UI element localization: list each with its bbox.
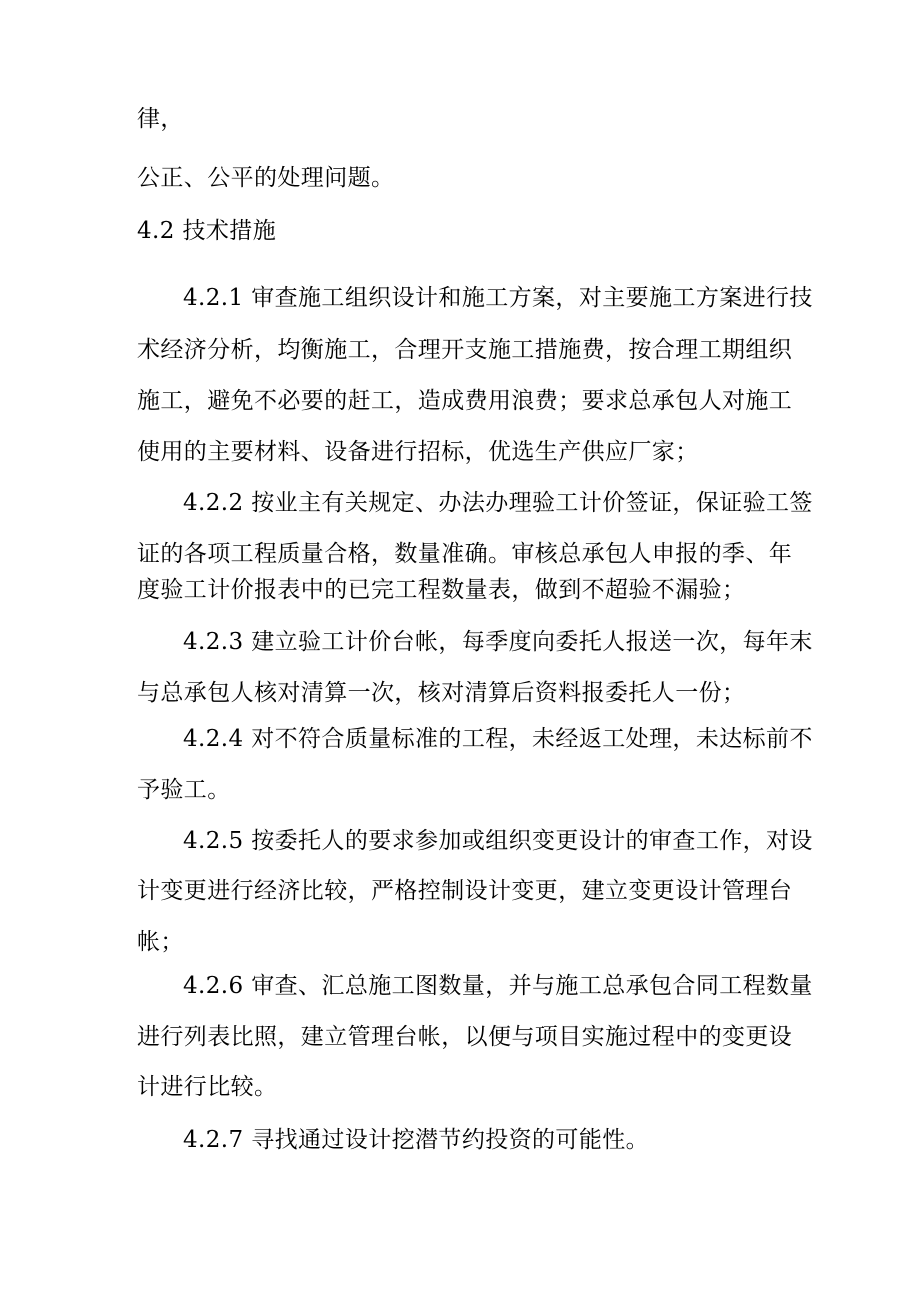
text-line: 计变更进行经济比较，严格控制设计变更，建立变更设计管理台: [137, 878, 793, 904]
text-line: 帐；: [137, 929, 184, 955]
text-line: 计进行比较。: [137, 1074, 278, 1100]
text-line: 与总承包人核对清算一次，核对清算后资料报委托人一份；: [137, 680, 746, 706]
section-heading: 4.2 技术措施: [137, 218, 277, 244]
text-line: 4.2.3 建立验工计价台帐，每季度向委托人报送一次，每年末: [183, 629, 813, 655]
text-line: 公正、公平的处理问题。: [137, 165, 395, 191]
text-line: 4.2.4 对不符合质量标准的工程，未经返工处理，未达标前不: [183, 726, 813, 752]
text-line: 度验工计价报表中的已完工程数量表，做到不超验不漏验；: [137, 577, 746, 603]
text-line: 律，: [137, 106, 184, 132]
text-line: 进行列表比照，建立管理台帐，以便与项目实施过程中的变更设: [137, 1024, 793, 1050]
text-line: 4.2.7 寻找通过设计挖潜节约投资的可能性。: [183, 1127, 650, 1153]
text-line: 术经济分析，均衡施工，合理开支施工措施费，按合理工期组织: [137, 337, 793, 363]
text-line: 予验工。: [137, 777, 231, 803]
text-line: 证的各项工程质量合格，数量准确。审核总承包人申报的季、年: [137, 541, 793, 567]
text-line: 4.2.2 按业主有关规定、办法办理验工计价签证，保证验工签: [183, 490, 813, 516]
text-line: 使用的主要材料、设备进行招标，优选生产供应厂家；: [137, 439, 699, 465]
text-line: 4.2.1 审查施工组织设计和施工方案，对主要施工方案进行技: [183, 285, 813, 311]
text-line: 施工，避免不必要的赶工，造成费用浪费；要求总承包人对施工: [137, 388, 793, 414]
text-line: 4.2.6 审查、汇总施工图数量，并与施工总承包合同工程数量: [183, 973, 813, 999]
text-line: 4.2.5 按委托人的要求参加或组织变更设计的审查工作，对设: [183, 828, 813, 854]
